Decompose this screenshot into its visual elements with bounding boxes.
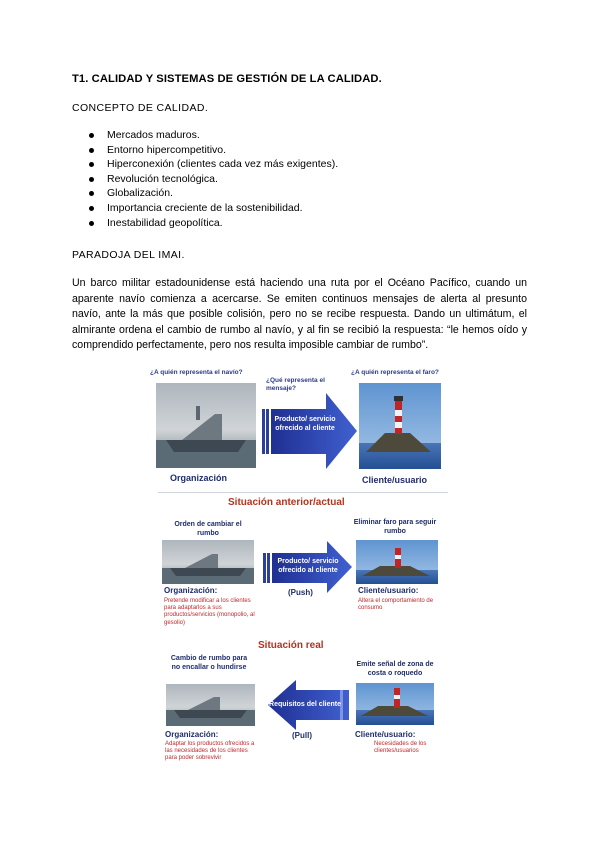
heading-situacion-real: Situación real <box>258 640 324 651</box>
bullet-icon <box>89 206 94 211</box>
label-organizacion: Organización <box>170 473 228 483</box>
bullet-icon <box>89 133 94 138</box>
label-cliente-usuario: Cliente/usuario <box>362 475 428 485</box>
middle-lighthouse-image <box>356 540 438 584</box>
figure-divider <box>158 492 448 493</box>
middle-right-caption: Eliminar faro para seguir rumbo <box>353 519 437 535</box>
question-message: ¿Qué representa el mensaje? <box>266 377 325 392</box>
top-arrow-label: Producto/ servicio ofrecido al cliente <box>274 416 336 432</box>
page-title: T1. CALIDAD Y SISTEMAS DE GESTIÓN DE LA CALIDAD. <box>72 73 382 85</box>
story-paragraph: Un barco militar estadounidense está haciendo una ruta por el Océano Pacífico, cuando un aparente navío comienza a acercarse. Se emiten continuos mensajes de alerta al presunto navío, ante la más que posible colisión, pero no se recibe respuesta. Dando un ultimátum, el almirante ordena el cambio de rumbo al navío, y al fin se recibió la respuesta: “le hemos oído y comprendido perfectamente, pero nos resulta imposible cambiar de rumbo”. <box>72 277 527 352</box>
middle-client-label: Cliente/usuario: <box>358 586 419 595</box>
list-item: Entorno hipercompetitivo. <box>72 143 338 158</box>
bullet-icon <box>89 191 94 196</box>
middle-arrow-label: Producto/ servicio ofrecido al cliente <box>277 558 339 574</box>
top-lighthouse-image <box>359 383 441 469</box>
bottom-ship-image <box>166 684 255 726</box>
list-item: Globalización. <box>72 186 338 201</box>
middle-left-caption: Orden de cambiar el rumbo <box>174 521 242 537</box>
bottom-client-text: Necesidades de los clientes/usuarios <box>374 741 427 755</box>
heading-situacion-anterior: Situación anterior/actual <box>228 497 345 508</box>
list-item: Mercados maduros. <box>72 128 338 143</box>
question-ship: ¿A quién representa el navío? <box>150 369 243 376</box>
bullet-icon <box>89 148 94 153</box>
bottom-arrow-label: Requisitos del cliente <box>269 701 341 708</box>
middle-org-label: Organización: <box>164 586 218 595</box>
bullet-icon <box>89 221 94 226</box>
middle-ship-image <box>162 540 254 584</box>
top-ship-image <box>156 383 256 468</box>
middle-org-text: Pretende modificar a los clientes para adaptarlos a sus productos/servicios (monopolio, al gesolio) <box>164 598 255 626</box>
bottom-right-caption: Emite señal de zona de costa o roquedo <box>356 661 434 677</box>
bottom-org-text: Adaptar los productos ofrecidos a las necesidades de los clientes para poder sobrevivir <box>165 741 255 762</box>
bullet-list <box>72 128 338 230</box>
middle-mode-push: (Push) <box>288 588 313 597</box>
middle-client-text: Altera el comportamiento de consumo <box>358 598 434 612</box>
bottom-lighthouse-image <box>356 683 434 725</box>
bottom-org-label: Organización: <box>165 730 219 739</box>
list-item: Revolución tecnológica. <box>72 172 338 187</box>
section-heading-paradoja: PARADOJA DEL IMAI. <box>72 249 185 261</box>
section-heading-concepto: CONCEPTO DE CALIDAD. <box>72 102 209 114</box>
question-lighthouse: ¿A quién representa el faro? <box>351 369 439 376</box>
bullet-icon <box>89 162 94 167</box>
list-item: Inestabilidad geopolítica. <box>72 216 338 231</box>
list-item: Hiperconexión (clientes cada vez más exigentes). <box>72 157 338 172</box>
bottom-left-caption: Cambio de rumbo para no encallar o hundirse <box>170 655 248 671</box>
bullet-icon <box>89 177 94 182</box>
bottom-mode-pull: (Pull) <box>292 731 312 740</box>
bottom-client-label: Cliente/usuario: <box>355 730 416 739</box>
list-item: Importancia creciente de la sostenibilidad. <box>72 201 338 216</box>
